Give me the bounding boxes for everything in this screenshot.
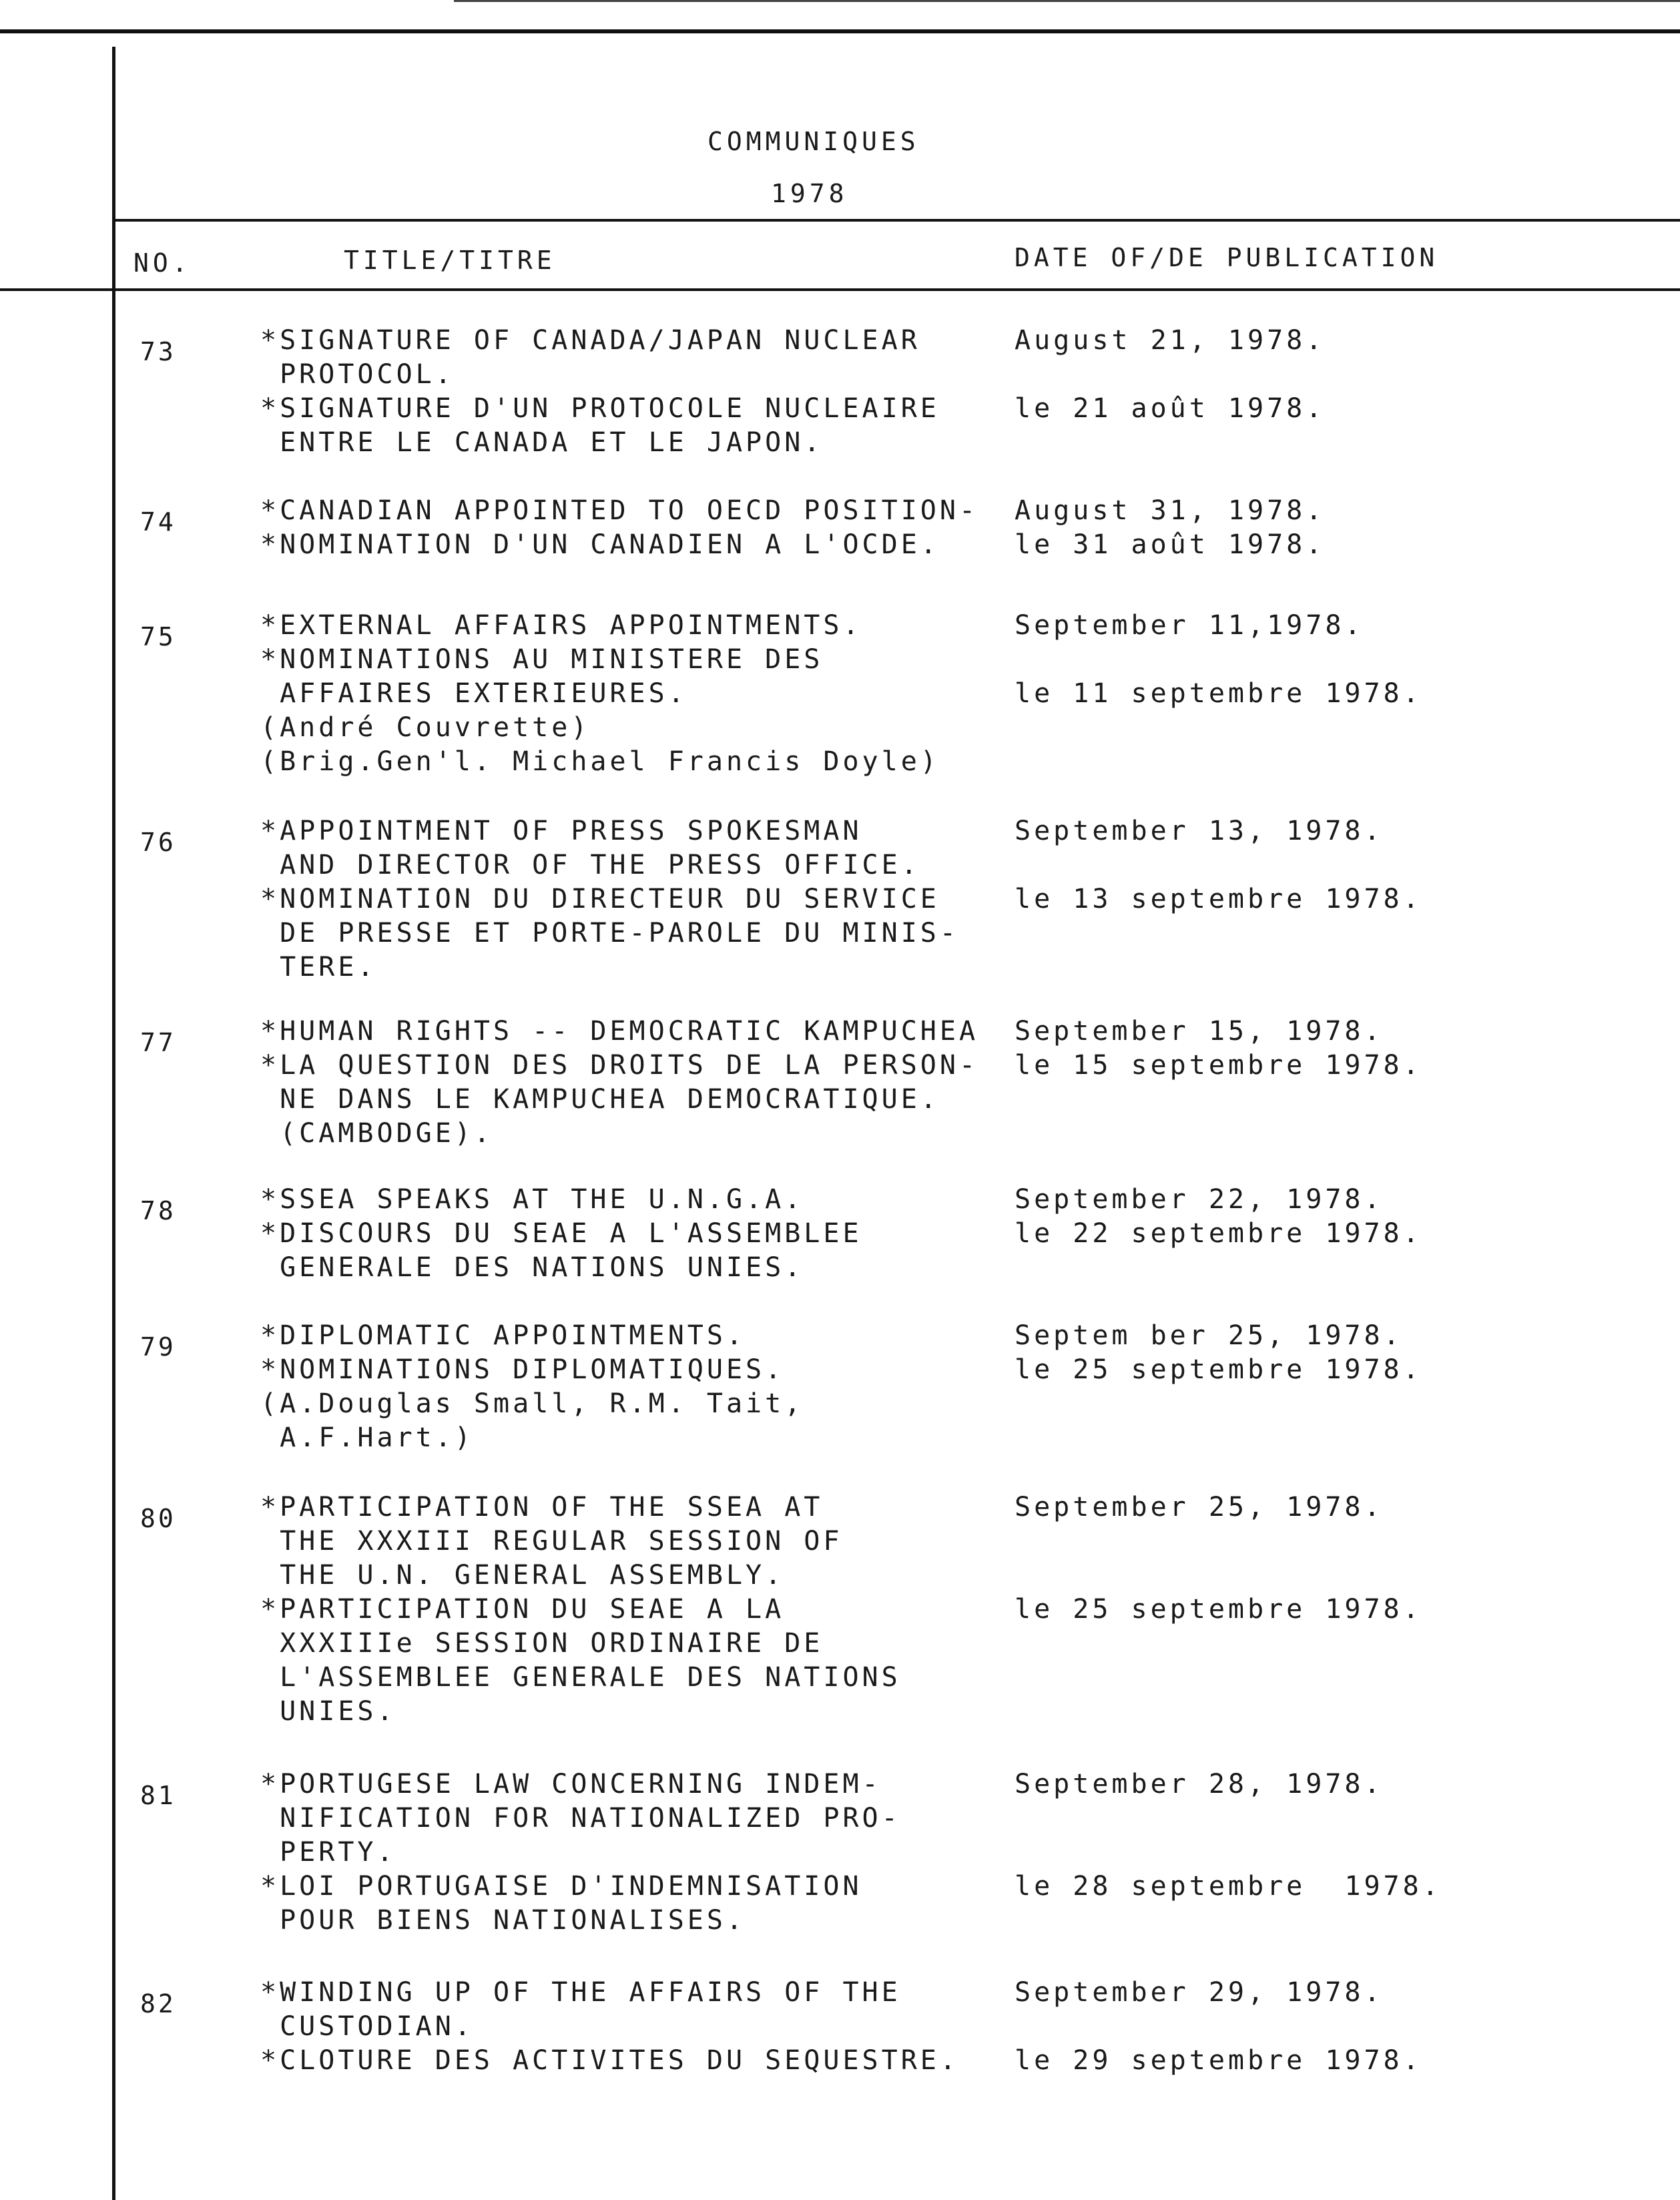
communique-title-block: [260, 1490, 1015, 1729]
communique-number: 75: [140, 622, 176, 651]
communique-title-line: POUR BIENS NATIONALISES.: [260, 1905, 746, 1936]
communique-title-line: (CAMBODGE).: [260, 1118, 493, 1149]
publication-date-line: September 29, 1978.: [1015, 1977, 1384, 2008]
communique-title-line: *NOMINATION D'UN CANADIEN A L'OCDE.: [260, 529, 940, 560]
communique-title-block: [260, 324, 1015, 460]
communique-title-block: [260, 1319, 1015, 1455]
publication-date-line: le 31 août 1978.: [1015, 529, 1326, 560]
communique-title-line: *PORTUGESE LAW CONCERNING INDEM-: [260, 1769, 882, 1800]
communique-date-block: [1015, 494, 1615, 562]
communique-title-line: *NOMINATIONS DIPLOMATIQUES.: [260, 1354, 785, 1385]
communique-date-block: [1015, 1015, 1615, 1151]
communique-title-line: THE XXXIII REGULAR SESSION OF: [260, 1526, 843, 1557]
communique-title-line: *SSEA SPEAKS AT THE U.N.G.A.: [260, 1184, 804, 1215]
communique-title-block: [260, 609, 1015, 779]
publication-date-line: September 22, 1978.: [1015, 1184, 1384, 1215]
communique-title-line: A.F.Hart.): [260, 1422, 474, 1453]
communique-title-line: DE PRESSE ET PORTE-PAROLE DU MINIS-: [260, 918, 959, 948]
communique-title-line: NIFICATION FOR NATIONALIZED PRO-: [260, 1803, 901, 1834]
communique-title-block: [260, 1015, 1015, 1151]
publication-date-line: Septem ber 25, 1978.: [1015, 1320, 1403, 1351]
communique-title-line: UNIES.: [260, 1696, 396, 1727]
communique-title-line: *CLOTURE DES ACTIVITES DU SEQUESTRE.: [260, 2045, 959, 2076]
communique-title-block: [260, 494, 1015, 562]
publication-date-line: August 31, 1978.: [1015, 495, 1326, 526]
publication-date-line: [1015, 1836, 1615, 1870]
column-header-no: NO.: [133, 248, 192, 278]
communique-title-line: AND DIRECTOR OF THE PRESS OFFICE.: [260, 850, 920, 880]
communique-number: 74: [140, 507, 176, 537]
publication-date-line: [1015, 1251, 1615, 1285]
communique-date-block: [1015, 814, 1615, 985]
communique-number: 81: [140, 1781, 176, 1810]
publication-date-line: [1015, 358, 1615, 392]
communique-title-block: [260, 814, 1015, 985]
communique-title-line: (A.Douglas Small, R.M. Tait,: [260, 1388, 804, 1419]
communique-title-line: *CANADIAN APPOINTED TO OECD POSITION-: [260, 495, 979, 526]
publication-date-line: [1015, 1904, 1615, 1938]
publication-date-line: le 21 août 1978.: [1015, 393, 1326, 424]
communique-title-line: PROTOCOL.: [260, 359, 455, 390]
communique-title-line: *HUMAN RIGHTS -- DEMOCRATIC KAMPUCHEA: [260, 1016, 979, 1047]
publication-date-line: [1015, 1421, 1615, 1455]
header-rule-upper: [113, 219, 1680, 222]
communique-title-line: *APPOINTMENT OF PRESS SPOKESMAN: [260, 816, 862, 846]
communique-title-line: *SIGNATURE OF CANADA/JAPAN NUCLEAR: [260, 325, 920, 356]
communique-date-block: [1015, 1490, 1615, 1729]
communique-date-block: [1015, 1976, 1615, 2078]
publication-date-line: September 28, 1978.: [1015, 1769, 1384, 1800]
communique-title-line: ENTRE LE CANADA ET LE JAPON.: [260, 427, 824, 458]
communique-title-line: *PARTICIPATION OF THE SSEA AT: [260, 1492, 824, 1523]
publication-date-line: August 21, 1978.: [1015, 325, 1326, 356]
column-header-date: DATE OF/DE PUBLICATION: [1015, 243, 1439, 272]
communique-title-line: *LOI PORTUGAISE D'INDEMNISATION: [260, 1871, 862, 1902]
publication-date-line: le 29 septembre 1978.: [1015, 2045, 1422, 2076]
communique-title-block: [260, 1976, 1015, 2078]
top-edge-rule: [454, 0, 1680, 2]
publication-date-line: le 13 septembre 1978.: [1015, 884, 1422, 914]
top-border-rule: [0, 29, 1680, 33]
publication-date-line: le 25 septembre 1978.: [1015, 1594, 1422, 1625]
communique-title-line: *NOMINATION DU DIRECTEUR DU SERVICE: [260, 884, 940, 914]
document-year: 1978: [771, 179, 848, 208]
communique-title-line: TERE.: [260, 952, 377, 983]
communique-title-line: (André Couvrette): [260, 712, 591, 743]
publication-date-line: le 22 septembre 1978.: [1015, 1218, 1422, 1249]
publication-date-line: [1015, 848, 1615, 882]
publication-date-line: [1015, 711, 1615, 745]
communique-title-line: *EXTERNAL AFFAIRS APPOINTMENTS.: [260, 610, 862, 641]
communique-title-line: GENERALE DES NATIONS UNIES.: [260, 1252, 804, 1283]
publication-date-line: [1015, 643, 1615, 677]
communique-title-line: L'ASSEMBLEE GENERALE DES NATIONS: [260, 1662, 901, 1693]
publication-date-line: [1015, 1695, 1615, 1729]
publication-date-line: [1015, 950, 1615, 985]
publication-date-line: [1015, 1627, 1615, 1661]
communique-title-line: *LA QUESTION DES DROITS DE LA PERSON-: [260, 1050, 979, 1081]
publication-date-line: [1015, 916, 1615, 950]
publication-date-line: September 25, 1978.: [1015, 1492, 1384, 1523]
publication-date-line: [1015, 1559, 1615, 1593]
publication-date-line: [1015, 1117, 1615, 1151]
communique-date-block: [1015, 1767, 1615, 1938]
publication-date-line: le 11 septembre 1978.: [1015, 678, 1422, 709]
publication-date-line: [1015, 426, 1615, 460]
publication-date-line: le 25 septembre 1978.: [1015, 1354, 1422, 1385]
header-rule-lower: [0, 288, 1680, 291]
communique-number: 79: [140, 1332, 176, 1362]
communique-title-line: *NOMINATIONS AU MINISTERE DES: [260, 644, 824, 675]
communique-date-block: [1015, 324, 1615, 460]
communique-number: 77: [140, 1028, 176, 1057]
communique-number: 76: [140, 828, 176, 857]
communique-title-line: CUSTODIAN.: [260, 2011, 474, 2042]
publication-date-line: [1015, 2010, 1615, 2044]
communique-title-line: THE U.N. GENERAL ASSEMBLY.: [260, 1560, 785, 1591]
publication-date-line: [1015, 745, 1615, 779]
communique-title-line: (Brig.Gen'l. Michael Francis Doyle): [260, 746, 940, 777]
communique-date-block: [1015, 1319, 1615, 1455]
communique-title-line: *DISCOURS DU SEAE A L'ASSEMBLEE: [260, 1218, 862, 1249]
publication-date-line: [1015, 1525, 1615, 1559]
column-header-title: TITLE/TITRE: [344, 246, 556, 275]
communique-title-line: *PARTICIPATION DU SEAE A LA: [260, 1594, 785, 1625]
communique-title-block: [260, 1183, 1015, 1285]
communique-date-block: [1015, 609, 1615, 779]
communique-date-block: [1015, 1183, 1615, 1285]
publication-date-line: [1015, 1387, 1615, 1421]
publication-date-line: [1015, 1661, 1615, 1695]
communique-title-line: PERTY.: [260, 1837, 396, 1868]
communique-title-line: *DIPLOMATIC APPOINTMENTS.: [260, 1320, 746, 1351]
communique-number: 82: [140, 1989, 176, 2018]
communique-title-line: *WINDING UP OF THE AFFAIRS OF THE: [260, 1977, 901, 2008]
publication-date-line: le 15 septembre 1978.: [1015, 1050, 1422, 1081]
publication-date-line: September 15, 1978.: [1015, 1016, 1384, 1047]
left-frame-rule: [112, 47, 115, 2200]
publication-date-line: [1015, 1083, 1615, 1117]
communique-title-line: XXXIIIe SESSION ORDINAIRE DE: [260, 1628, 824, 1659]
communique-title-line: *SIGNATURE D'UN PROTOCOLE NUCLEAIRE: [260, 393, 940, 424]
document-title: COMMUNIQUES: [708, 127, 920, 156]
communique-title-line: NE DANS LE KAMPUCHEA DEMOCRATIQUE.: [260, 1084, 940, 1115]
communique-number: 80: [140, 1504, 176, 1533]
publication-date-line: le 28 septembre 1978.: [1015, 1871, 1442, 1902]
publication-date-line: September 13, 1978.: [1015, 816, 1384, 846]
publication-date-line: [1015, 1802, 1615, 1836]
communique-title-block: [260, 1767, 1015, 1938]
communique-number: 73: [140, 337, 176, 366]
communique-number: 78: [140, 1196, 176, 1225]
communique-title-line: AFFAIRES EXTERIEURES.: [260, 678, 687, 709]
publication-date-line: September 11,1978.: [1015, 610, 1364, 641]
